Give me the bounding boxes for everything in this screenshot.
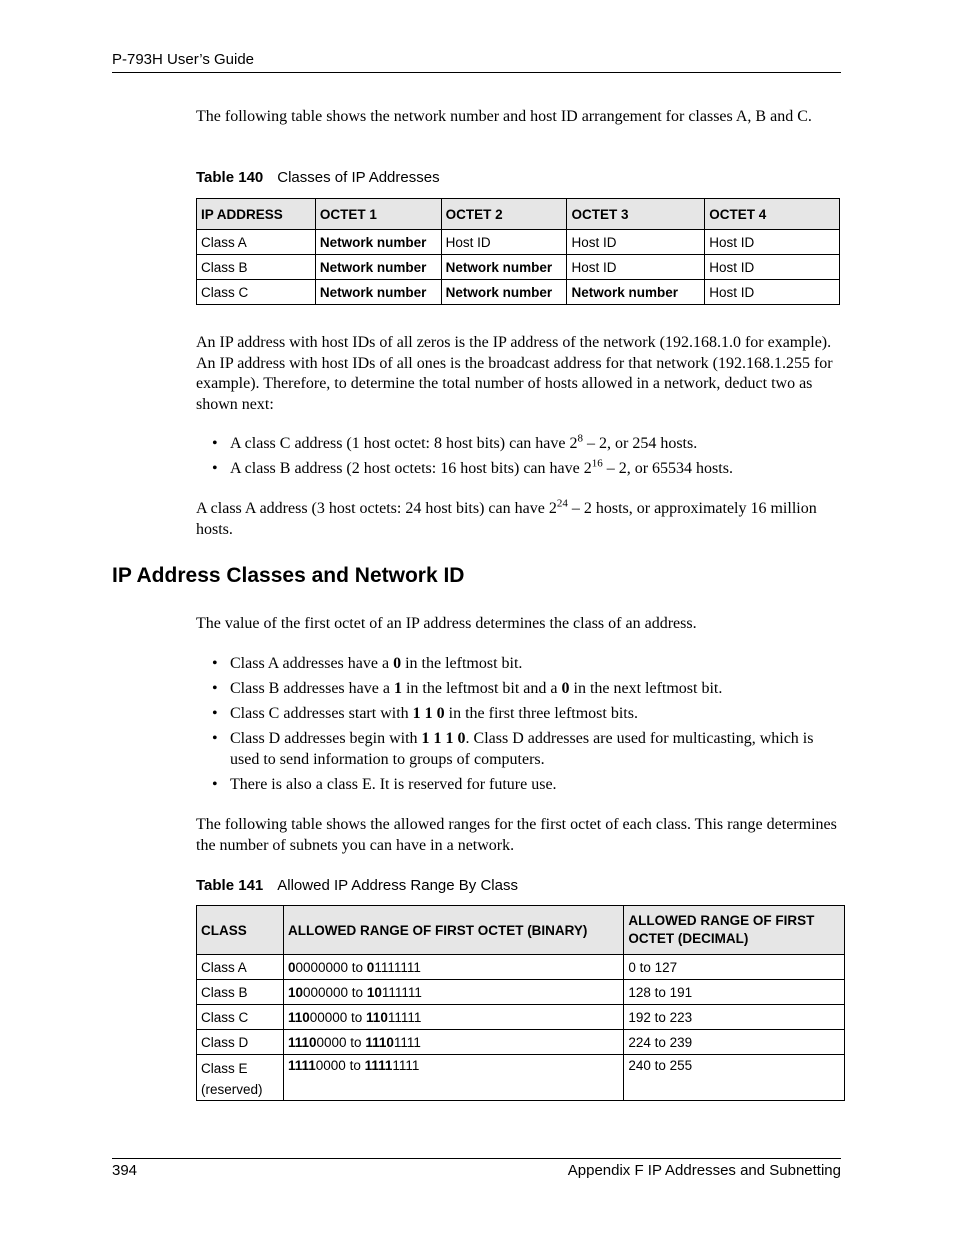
bullet-text: in the first three leftmost bits. — [444, 705, 638, 722]
table-cell: Network number — [315, 280, 441, 305]
table-cell: Host ID — [567, 255, 705, 280]
binary-bold: 1111 — [364, 1058, 393, 1073]
table-header-cell: IP ADDRESS — [197, 199, 316, 230]
table-header-cell: OCTET 1 — [315, 199, 441, 230]
table-header-cell: OCTET 4 — [705, 199, 840, 230]
binary-rest: 000000 — [302, 984, 349, 1000]
bullet-bold: 0 — [393, 655, 402, 672]
table-cell: Class A — [197, 230, 316, 255]
binary-bold: 1110 — [365, 1034, 394, 1050]
bullet-text: Class A addresses have a — [230, 655, 394, 672]
bullet-text: Class B addresses have a — [230, 680, 394, 697]
table-header-cell: ALLOWED RANGE OF FIRST OCTET (DECIMAL) — [624, 906, 845, 955]
table-cell: Class B — [197, 255, 316, 280]
table-140-caption — [196, 169, 440, 186]
bullet-bold: 1 — [393, 680, 402, 697]
table-classes-of-ip-addresses — [196, 198, 840, 305]
page-number: 394 — [112, 1162, 138, 1179]
header-rule — [112, 72, 841, 73]
exponent: 16 — [591, 457, 603, 470]
binary-rest: 0000 — [315, 1058, 346, 1073]
table-cell: 128 to 191 — [624, 980, 845, 1005]
bullet-text: . Class D addresses are used for multicasting, which is used to send information to groups of computers. — [230, 730, 814, 768]
table-row — [197, 955, 845, 980]
binary-bold: 110 — [287, 1009, 310, 1025]
table-row — [197, 1055, 845, 1101]
binary-rest: 0000 — [316, 1034, 347, 1050]
table-cell: 224 to 239 — [624, 1030, 845, 1055]
table-cell — [283, 980, 623, 1005]
table-cell: 0 to 127 — [624, 955, 845, 980]
hosts-bullet-list — [212, 434, 842, 484]
table-cell: Network number — [441, 255, 567, 280]
footer-rule — [112, 1158, 841, 1159]
table-row — [197, 280, 840, 305]
binary-bold: 1111 — [287, 1058, 316, 1073]
table-cell: Network number — [441, 280, 567, 305]
section-intro-paragraph: The value of the first octet of an IP address determines the class of an address. — [196, 615, 697, 632]
table-cell: Class B — [197, 980, 284, 1005]
table-row — [197, 1005, 845, 1030]
bullet-bold: 0 — [561, 680, 570, 697]
binary-rest: 1111 — [393, 1034, 421, 1050]
table-row — [197, 1030, 845, 1055]
table-cell: Class C — [197, 280, 316, 305]
bullet-bold: 1 1 0 — [412, 705, 445, 722]
binary-bold: 110 — [366, 1009, 388, 1025]
table-header-cell: CLASS — [197, 906, 284, 955]
binary-rest: 00000 — [309, 1009, 348, 1025]
ranges-intro-paragraph: The following table shows the allowed ranges for the first octet of each class. This range determines the number of subnets you can have in a network. — [196, 816, 837, 854]
section-heading: IP Address Classes and Network ID — [112, 564, 465, 587]
table-cell: Network number — [567, 280, 705, 305]
binary-bold: 1110 — [287, 1034, 317, 1050]
bullet-text: A class B address (2 host octets: 16 host bits) can have 2 — [230, 460, 592, 477]
table-row — [197, 980, 845, 1005]
table-header-cell: ALLOWED RANGE OF FIRST OCTET (BINARY) — [283, 906, 623, 955]
bullet-text: Class C addresses start with — [230, 705, 413, 722]
table-140-number: Table 140 — [196, 169, 264, 186]
table-cell: Host ID — [705, 230, 840, 255]
table-cell: Class A — [197, 955, 284, 980]
bullet-text: A class C address (1 host octet: 8 host bits) can have 2 — [230, 435, 578, 452]
table-cell — [283, 1055, 623, 1101]
table-header-row — [197, 199, 840, 230]
table-row — [197, 230, 840, 255]
host-id-paragraph: An IP address with host IDs of all zeros is the IP address of the network (192.168.1.0 for example). An IP address with host IDs of all ones is the broadcast address for that network (192.168.1.255 for example). Therefore, to determine the total number of hosts allowed in a network, deduct two as shown next: — [196, 334, 833, 413]
bullet-text: in the leftmost bit and a — [401, 680, 562, 697]
table-cell: Host ID — [705, 255, 840, 280]
list-item — [212, 459, 842, 480]
table-header-row — [197, 906, 845, 955]
table-cell: Class C — [197, 1005, 284, 1030]
range-separator: to — [346, 1034, 366, 1050]
range-separator: to — [348, 984, 367, 1000]
binary-bold: 10 — [287, 984, 303, 1000]
binary-bold: 0 — [287, 959, 296, 975]
table-cell: Class E (reserved) — [197, 1055, 284, 1101]
bullet-text: – 2, or 254 hosts. — [583, 435, 698, 452]
binary-rest: 1111111 — [374, 959, 421, 975]
bullet-bold: 1 1 1 0 — [421, 730, 466, 747]
table-cell: Host ID — [567, 230, 705, 255]
binary-bold: 10 — [366, 984, 382, 1000]
table-cell: Network number — [315, 230, 441, 255]
table-cell — [283, 1030, 623, 1055]
bullet-text: There is also a class E. It is reserved for future use. — [230, 775, 557, 793]
intro-paragraph: The following table shows the network number and host ID arrangement for classes A, B and C. — [196, 108, 812, 125]
list-item — [212, 775, 842, 796]
table-cell: 192 to 223 — [624, 1005, 845, 1030]
table-141-caption — [196, 877, 518, 894]
bullet-text: in the next leftmost bit. — [569, 680, 723, 697]
list-item — [212, 679, 842, 700]
bullet-text: in the leftmost bit. — [401, 655, 523, 672]
class-a-paragraph — [196, 499, 841, 540]
table-header-cell: OCTET 3 — [567, 199, 705, 230]
table-cell: 240 to 255 — [624, 1055, 845, 1101]
exponent: 24 — [556, 497, 568, 510]
paragraph-text: – 2 hosts, or approximately 16 million hosts. — [196, 500, 817, 538]
table-140-title: Classes of IP Addresses — [277, 169, 440, 186]
table-cell: Network number — [315, 255, 441, 280]
list-item — [212, 654, 842, 675]
binary-rest: 11111 — [387, 1009, 422, 1025]
table-header-cell: OCTET 2 — [441, 199, 567, 230]
binary-rest: 1111 — [392, 1058, 420, 1073]
exponent: 8 — [577, 432, 583, 445]
list-item — [212, 434, 842, 455]
binary-bold: 0 — [366, 959, 375, 975]
table-cell — [283, 955, 623, 980]
range-separator: to — [345, 1058, 365, 1073]
table-cell: Host ID — [705, 280, 840, 305]
table-cell: Class D — [197, 1030, 284, 1055]
footer-section-title: Appendix F IP Addresses and Subnetting — [567, 1162, 841, 1179]
list-item — [212, 704, 842, 725]
list-item — [212, 729, 842, 770]
table-row — [197, 255, 840, 280]
bullet-text: – 2, or 65534 hosts. — [602, 460, 733, 477]
table-141-title: Allowed IP Address Range By Class — [277, 877, 518, 894]
table-141-number: Table 141 — [196, 877, 264, 894]
table-cell: Host ID — [441, 230, 567, 255]
binary-rest: 0000000 — [295, 959, 349, 975]
document-header-title: P-793H User’s Guide — [112, 51, 255, 68]
binary-rest: 111111 — [381, 984, 422, 1000]
paragraph-text: A class A address (3 host octets: 24 host bits) can have 2 — [196, 500, 557, 517]
bullet-text: Class D addresses begin with — [230, 730, 422, 747]
range-separator: to — [348, 959, 367, 975]
table-cell — [283, 1005, 623, 1030]
range-separator: to — [347, 1009, 367, 1025]
table-allowed-ip-range — [196, 905, 845, 1101]
class-bullet-list — [212, 654, 842, 800]
